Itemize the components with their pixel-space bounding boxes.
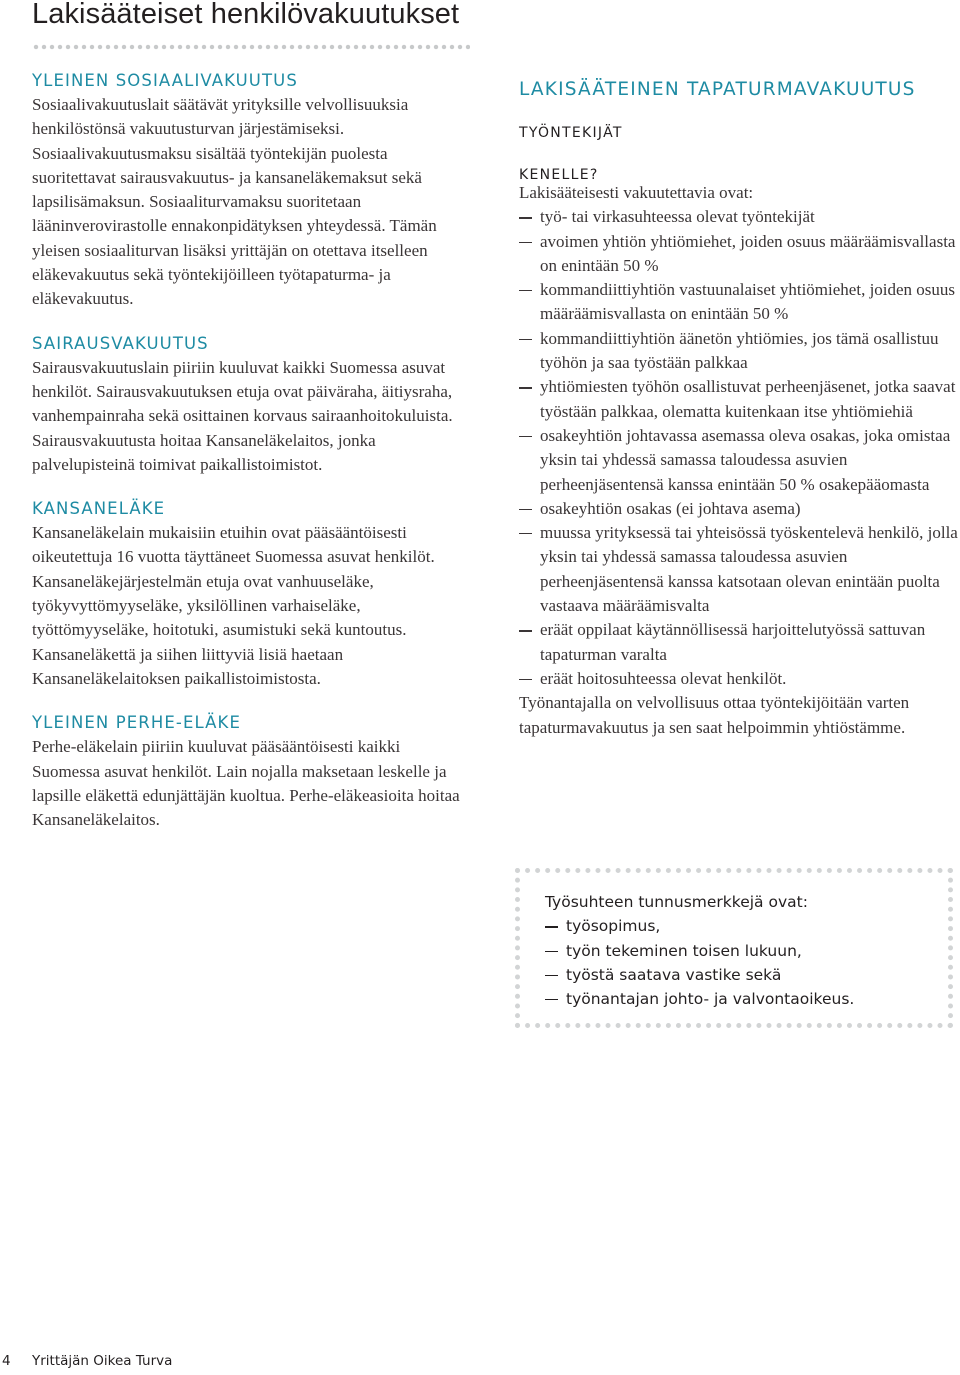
page-number: 4 (2, 1353, 11, 1369)
section-heading: YLEINEN SOSIAALIVAKUUTUS (32, 71, 298, 90)
question-heading: KENELLE? (519, 167, 599, 183)
list-item: eräät hoitosuhteessa olevat henkilöt. (519, 667, 960, 691)
list-item: työ- tai virkasuhteessa olevat työntekijät (519, 205, 960, 229)
page-title: Lakisääteiset henkilövakuutukset (32, 0, 460, 30)
list-item: osakeyhtiön osakas (ei johtava asema) (519, 497, 960, 521)
info-box-content (545, 890, 943, 1011)
info-box-title: Työsuhteen tunnusmerkkejä ovat: (545, 893, 808, 911)
section-perhe-elake (32, 711, 472, 832)
list-item: avoimen yhtiön yhtiömiehet, joiden osuus määräämisvallasta on enintään 50 % (519, 230, 960, 279)
section-yleinen-sosiaalivakuutus (32, 69, 472, 312)
list-item: yhtiömiesten työhön osallistuvat perheenjäsenet, jotka saavat työstään palkkaa, olematta kuitenkaan itse yhtiömiehiä (519, 375, 960, 424)
list-item: työnantajan johto- ja valvontaoikeus. (545, 987, 943, 1011)
right-subheading: TYÖNTEKIJÄT (519, 125, 623, 141)
intro-text: Lakisääteisesti vakuutettavia ovat: (519, 183, 754, 202)
list-item: kommandiittiyhtiön äänetön yhtiömies, jos tämä osallistuu työhön ja saa työstään palkkaa (519, 327, 960, 376)
page-footer (0, 1353, 172, 1369)
list-item: osakeyhtiön johtavassa asemassa oleva osakas, joka omistaa yksin tai yhdessä samassa taloudessa asuvien perheenjäsentensä kanssa enintään 50 % osakepääomasta (519, 424, 960, 497)
section-heading: SAIRAUSVAKUUTUS (32, 333, 209, 353)
dotted-divider (32, 44, 470, 50)
section-kansanelake (32, 497, 472, 691)
list-item: työsopimus, (545, 914, 943, 938)
outro-text: Työnantajalla on velvollisuus ottaa työntekijöitään varten tapaturmavakuutus ja sen saat helpoimmin yhtiöstämme. (519, 693, 910, 737)
list-item: eräät oppilaat käytännöllisessä harjoittelutyössä sattuvan tapaturman varalta (519, 618, 960, 667)
section-text: Perhe-eläkelain piiriin kuuluvat pääsääntöisesti kaikki Suomessa asuvat henkilöt. Lain nojalla maksetaan leskelle ja lapsille eläkettä edunjättäjän kuoltua. Perhe-eläkeasioita hoitaa Kansaneläkelaitos. (32, 737, 460, 830)
insured-list (519, 205, 960, 691)
list-item: työn tekeminen toisen lukuun, (545, 939, 943, 963)
list-item: muussa yrityksessä tai yhteisössä työskentelevä henkilö, jolla yksin tai yhdessä samassa taloudessa asuvien perheenjäsentensä kanssa katsotaan olevan enintään puolta vastaava määräämisvalta (519, 521, 960, 618)
info-box-list (545, 914, 943, 1011)
section-heading: KANSANELÄKE (32, 499, 166, 519)
right-heading: LAKISÄÄTEINEN TAPATURMAVAKUUTUS (519, 79, 916, 100)
list-item: kommandiittiyhtiön vastuunalaiset yhtiömiehet, joiden osuus määräämisvallasta on enintään 50 % (519, 278, 960, 327)
section-text: Kansaneläkelain mukaisiin etuihin ovat pääsääntöisesti oikeutettuja 16 vuotta täyttäneet Suomessa asuvat henkilöt. Kansaneläkejärjestelmän etuja ovat vanhuuseläke, työkyvyttömyyseläke, yksilöllinen varhaiseläke, työttömyyseläke, hoitotuki, asumistuki sekä kuntoutus. Kansaneläkettä ja siihen liittyviä lisiä haetaan Kansaneläkelaitoksen paikallistoimistosta. (32, 523, 435, 688)
section-text: Sosiaalivakuutuslait säätävät yrityksille velvollisuuksia henkilöstönsä vakuutusturvan järjestämiseksi. Sosiaalivakuutusmaksu sisältää työntekijän puolesta suoritettavat sairausvakuutus- ja kansaneläkemaksut sekä lapsilisämaksun. Sosiaaliturvamaksu suoritetaan lääninverovirastolle ennakonpidätyksen yhteydessä. Tämän yleisen sosiaaliturvan lisäksi yrittäjän on otettava itselleen eläkevakuutus sekä työntekijöilleen työtapaturma- ja eläkevakuutus. (32, 95, 437, 309)
section-text: Sairausvakuutuslain piiriin kuuluvat kaikki Suomessa asuvat henkilöt. Sairausvakuutuksen etuja ovat päiväraha, äitiysraha, vanhempainraha sekä osittainen korvaus sairaanhoitokuluista. Sairausvakuutusta hoitaa Kansaneläkelaitos, jonka palvelupisteinä toimivat paikallistoimistot. (32, 357, 453, 474)
section-heading: YLEINEN PERHE-ELÄKE (32, 713, 241, 733)
list-item: työstä saatava vastike sekä (545, 963, 943, 987)
left-column (32, 69, 472, 832)
publication-name: Yrittäjän Oikea Turva (32, 1353, 173, 1369)
info-box (515, 868, 953, 1028)
section-sairausvakuutus (32, 332, 472, 477)
right-column (519, 77, 960, 740)
